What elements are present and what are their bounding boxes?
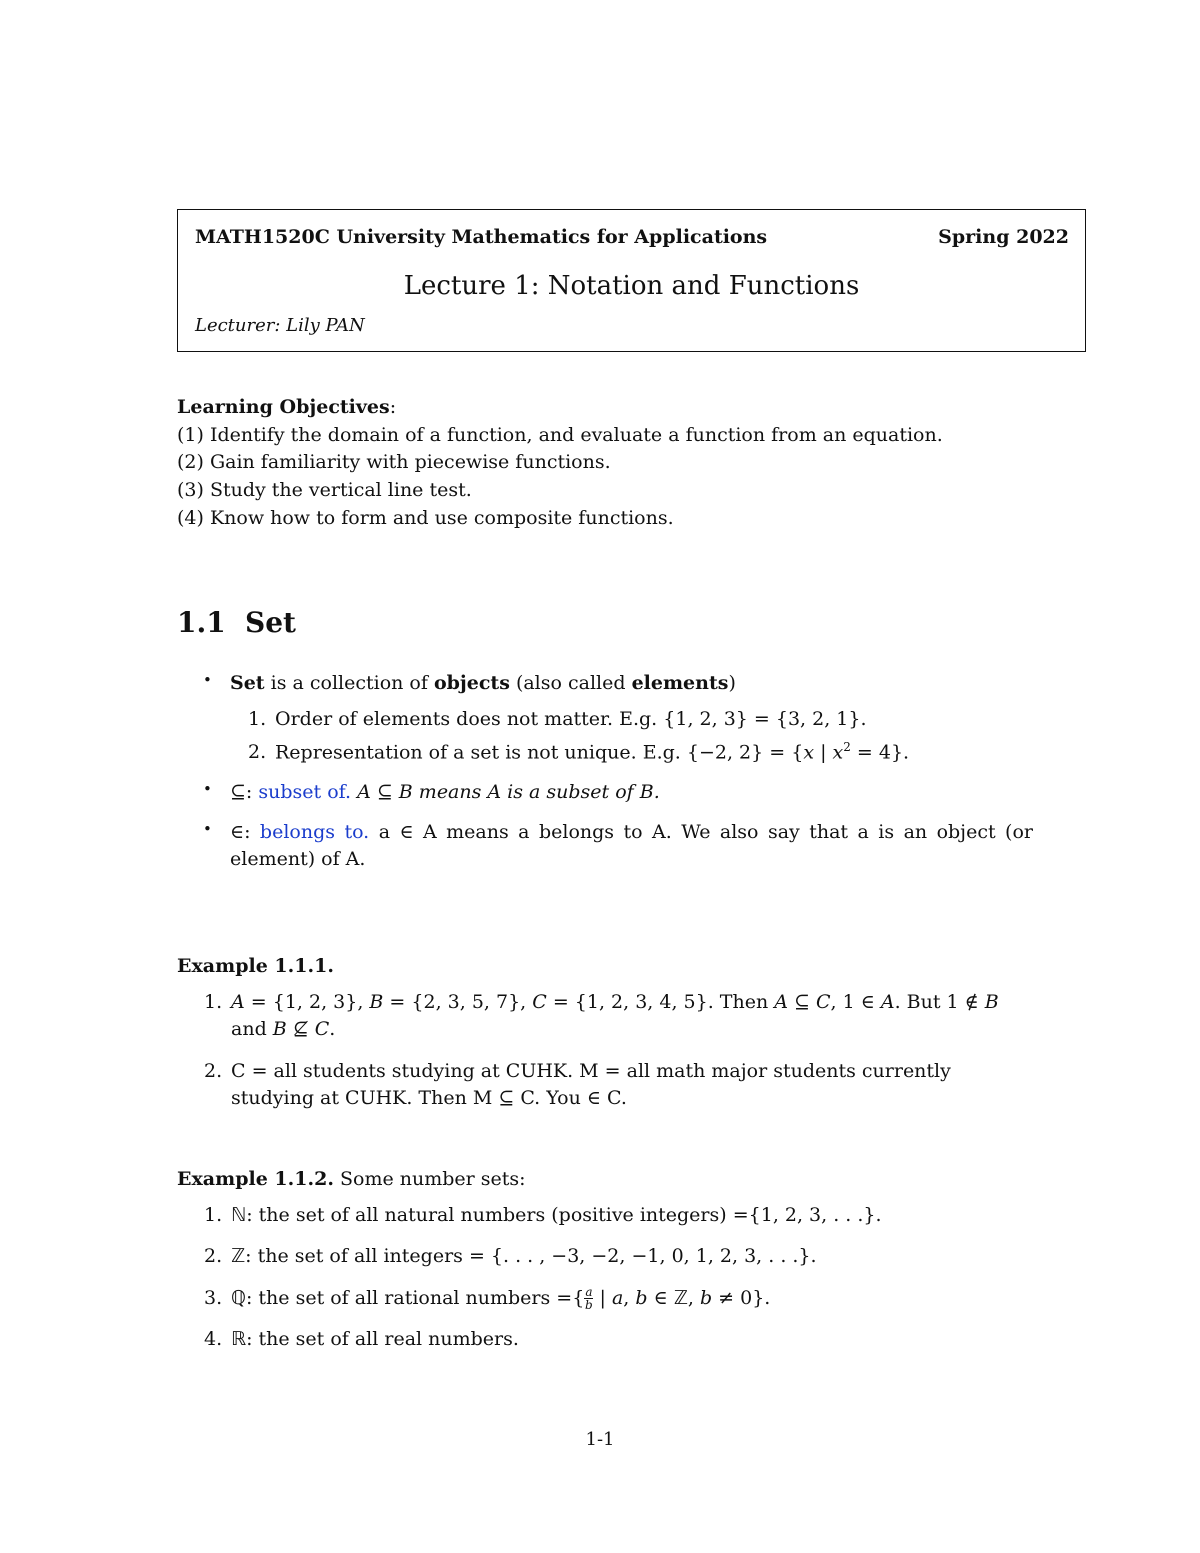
example-1-1-2 <box>177 1166 1027 1368</box>
list-item: 1. A = {1, 2, 3}, B = {2, 3, 5, 7}, C = {1, 2, 3, 4, 5}. Then A ⊆ C, 1 ∈ A. But 1 ∉ B and B ⊈ C. <box>204 990 999 1041</box>
list-item: 2. Representation of a set is not unique. E.g. {−2, 2} = {x | $x^2 = 4$}. <box>248 740 910 764</box>
objective-item: (3) Study the vertical line test. <box>177 479 472 502</box>
course-title: MATH1520C University Mathematics for Applications <box>195 226 768 248</box>
belongs-term: belongs to. <box>259 820 370 843</box>
example-label: Example 1.1.2. Some number sets: <box>177 1168 526 1190</box>
bullet-set-definition: • Set is a collection of objects (also called elements) 1. Order of elements does not matter. E.g. {1, 2, 3} = {3, 2, 1}. 2. Representation of a set is not unique. E.g. {−2, 2} = {x | $x^2 = 4$}. <box>203 670 1033 767</box>
lecture-header-box <box>177 209 1086 352</box>
list-item: 2. ℤ: the set of all integers = {. . . , −3, −2, −1, 0, 1, 2, 3, . . .}. <box>204 1245 817 1268</box>
page-number: 1-1 <box>585 1429 615 1450</box>
section-number: 1.1 <box>177 606 226 639</box>
set-definitions <box>203 670 1033 886</box>
section-title: Set <box>245 606 296 639</box>
bullet-icon: • <box>203 819 212 838</box>
bullet-subset: • ⊆: subset of. A ⊆ B means A is a subset of B. <box>203 779 660 803</box>
bullet-belongs: • ∈: belongs to. a ∈ A means a belongs to A. We also say that a is an object (or element) of A. <box>203 819 1033 871</box>
example-1-1-1 <box>177 953 1027 1127</box>
bullet-icon: • <box>203 671 212 689</box>
section-heading <box>177 603 296 644</box>
set-properties <box>248 706 1033 767</box>
list-item: 1. ℕ: the set of all natural numbers (positive integers) ={1, 2, 3, . . .}. <box>204 1203 882 1226</box>
bullet-icon: • <box>203 779 212 798</box>
list-item: 3. ℚ: the set of all rational numbers ={ $\frac{a}{b}$ | a, b ∈ ℤ, b ≠ 0}. <box>204 1285 771 1313</box>
objectives-heading: Learning Objectives: <box>177 396 397 418</box>
objective-item: (2) Gain familiarity with piecewise functions. <box>177 451 611 474</box>
subset-term: subset of. <box>258 780 352 803</box>
list-item: 1. Order of elements does not matter. E.g. {1, 2, 3} = {3, 2, 1}. <box>248 707 867 730</box>
lecture-title: Lecture 1: Notation and Functions <box>403 271 860 301</box>
example-label: Example 1.1.1. <box>177 955 334 977</box>
fraction-a-over-b: $\frac{a}{b}$ <box>585 1285 593 1313</box>
learning-objectives <box>177 394 1057 533</box>
objective-item: (4) Know how to form and use composite functions. <box>177 506 674 529</box>
term-label: Spring 2022 <box>938 226 1069 248</box>
list-item: 4. ℝ: the set of all real numbers. <box>204 1328 519 1351</box>
list-item: 2. C = all students studying at CUHK. M = all math major students currently studying at CUHK. Then M ⊆ C. You ∈ C. <box>204 1059 951 1110</box>
lecturer-name: Lecturer: Lily PAN <box>195 315 365 336</box>
objective-item: (1) Identify the domain of a function, and evaluate a function from an equation. <box>177 423 943 446</box>
